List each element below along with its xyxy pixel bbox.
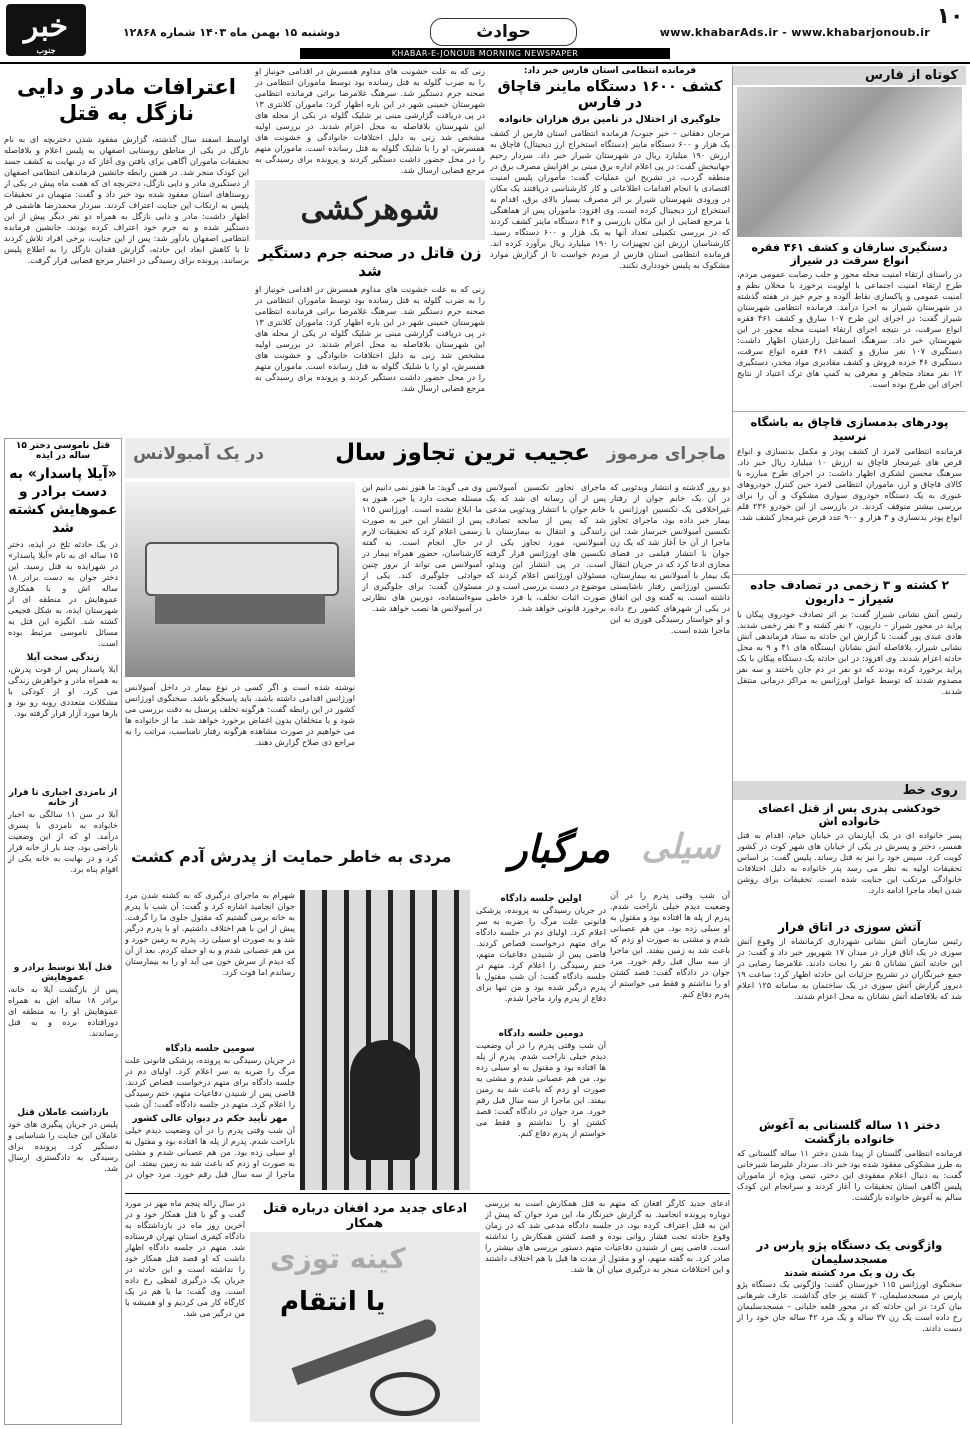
slap-headline: [125, 825, 730, 885]
slap-col2-body2: آن شب وقتی پدرم را در آن وضعیت دیدم خیلی ناراحت شدم. پدرم از پله ها افتاده بود و مقتول به او سیلی زده بود. من هم عصبانی شدم و مشتی به صورت او زدم که باعث شد به زمین بیفتد. این ماجرا از سه سال قبل رقم خورد. مرد جوان در دادگاه گفت: قصد کشتن او را نداشتم و فقط می خواستم از پدرم دفاع کنم.: [476, 1040, 606, 1138]
top-story-subtitle: جلوگیری از اختلال در تأمین برق هزاران خانواده: [498, 114, 722, 125]
slap-sub2: دومین جلسه دادگاه: [498, 1029, 584, 1039]
slap-col3: [125, 890, 295, 1190]
ambulance-title-pre: ماجرای مرموز: [606, 444, 726, 464]
nazgol-body: اواسط اسفند سال گذشته، گزارش مفقود شدن دختربچه ای به نام نازگل در یکی از مناطق روستایی اصفهان به پلیس اعلام و بلافاصله تحقیقات ماموران آگاهی برای یافتن وی آغاز که در نهایت به کشف جسد این کودک منجر شد. در همین رابطه جانشین فرماندهی انتظامی اصفهان از دستگیری مادر و دایی نازگل، دختربچه ای که هفت ماه پیش در یکی از روستاهای استان مفقود شده بود خبر داد و گفت: متهمان در تحقیقات پلیس به ارتکاب این جنایت اعتراف کردند. سردار محمدرضا هاشمی فر اظهار داشت: مادر و دایی نازگل به همراه دو نفر دیگر پیش از این دستگیر شده و به جرم خود اعتراف کرده بودند. جانشین فرمانده انتظامی اصفهان یادآور شد: پس از این جنایت، برخی افراد تلاش کردند تا با کاهش ابعاد این حادثه، گزارش فقدان نازگل را به اطلاع پلیس برسانند. پرونده برای رسیدگی در اختیار مرجع قضایی قرار گرفت.: [4, 134, 249, 265]
top-story-body: مرجان دهقانی – خبر جنوب/ فرمانده انتظامی استان فارس از کشف یک هزار و ۶۰۰ دستگاه ماینر (دستگاه استخراج ارز دیجیتال) قاچاق به ارزش ۱۹۰ میلیارد ریال در شهرستان شیراز خبر داد. سردار رحیم جهانبخش گفت: در پی اعلام اداره برق مبنی بر افزایش مصرف برق در منطقه گردب، در تشریح این عملیات گفت: مأموران پلیس امنیت اقتصادی با انجام اقدامات اطلاعاتی و کار کارشناسی دریافتند یک مکان در ورودی شهرستان شیراز بر اثر مصرف بسیار بالای برق، اقدام به استخراج ارز دیجیتال کرده است. وی افزود: ماموران پس از هماهنگی با مرجع قضایی از این مکان بازرسی و ۴۱۴ دستگاه ماینر کشف کردند که در بررسی تکمیلی تعداد آنها به یک هزار و ۶۰۰ دستگاه رسید. کارشناسان ارزش این تجهیزات را ۱۹۰ میلیارد ریال برآورد کرده اند. فرمانده انتظامی استان فارس از مردم خواست تا از گزارش موارد مشکوک به پلیس خودداری نکنند.: [490, 128, 730, 270]
story4-title: خودکشی پدری پس از قتل اعضای خانواده اش: [758, 802, 941, 828]
story7-title: واژگونی یک دستگاه پژو پارس در مسجدسلیمان: [756, 1238, 943, 1266]
prisoner-silhouette: [350, 1040, 420, 1160]
slap-col3-body2: در جریان رسیدگی به پرونده، پزشکی قانونی علت مرگ را ضربه به سر اعلام کرد. اولیای دم در جلسه دادگاه برای متهم درخواست قصاص کردند. قاضی پس از شنیدن دفاعیات متهم، ختم رسیدگی را اعلام کرد. متهم در جلسه دادگاه گفت: آن شب: [125, 1055, 295, 1109]
masthead-rule: [0, 62, 970, 64]
ayla-sub1-body: آیلا پاسدار پس از فوت پدرش، به همراه مادر و خواهرش زندگی می کرد. او از کودکی با مشکلات متعددی روبه رو بود و بارها مورد آزار قرار گرفته بود.: [8, 664, 118, 718]
ayla-kicker: قتل ناموسی دختر ۱۵ ساله در ایذه: [15, 441, 111, 461]
husband-killing-art: شوهرکشی: [255, 180, 485, 240]
section-title: حوادث: [430, 18, 577, 46]
handcuffs-icon: [370, 1372, 440, 1416]
sidebar: [732, 66, 966, 1424]
husband-story-title: زن قاتل در صحنه جرم دستگیر شد: [258, 244, 482, 280]
stretcher-shape: [145, 542, 339, 596]
ayla-sub3-body: پس از بازگشت آیلا به خانه، برادر ۱۸ ساله اش به همراه عموهایش او را به منطقه ای دورافتاده برده و به قتل رساندند.: [8, 984, 118, 1038]
slap-word1: سیلی: [641, 827, 720, 867]
story2-body: فرمانده انتظامی لامرد از کشف پودر و مکمل بدنسازی و انواع قرص های غیرمجاز قاچاق به ارزش ۱۰ میلیارد ریال خبر داد. سرهنگ محسن لشکری اظهار داشت: در اجرای طرح مبارزه با کالای قاچاق و ارز، ماموران انتظامی لامرد حین کنترل خودروهای عبوری به یک دستگاه خودروی سواری مشکوک و آن را برای بررسی بیشتر متوقف کردند. در بازرسی از این خودرو ۲۳۶ قلم انواع پودر بدنسازی و ۳ هزار و ۹۰۰ عدد قرص غیرمجاز کشف شد.: [737, 446, 962, 522]
slap-sub4: مهر تأیید حکم در دیوان عالی کشور: [132, 1114, 288, 1124]
story3-body: رئیس آتش نشانی شیراز گفت: بر اثر تصادف خودروی پیکان با پراید در محور شیراز – داریون، ۲ نفر کشته و ۳ نفر زخمی شدند. هادی عبدی پور گفت: با گزارش این حادثه به ستاد فرماندهی آتش نشانی شیراز، بلافاصله آتش نشانان ایستگاه های ۴۱ و ۹ به محل حادثه اعزام شدند. وی افزود: در این حادثه یک دستگاه پیکان با یک پراید برخورد کرده بودند که دو نفر در دم جان باختند و سه نفر مصدوم شدند که توسط عوامل اورژانس به مراکز درمانی منتقل شدند.: [737, 609, 962, 696]
ayla-body: در یک حادثه تلخ در ایذه، دختر ۱۵ ساله ای به نام «آیلا پاسدار» در شهرایذه به قتل رسید. این دختر جوان به دست برادر ۱۸ ساله اش و با همکاری عموهایش در منطقه ای از شهرستان ایذه، به شکل فجیعی کشته شد. انگیزه این قتل به مسائل ناموسی مرتبط بوده است.: [8, 539, 118, 648]
story3-title: ۲ کشته و ۳ زخمی در تصادف جاده شیراز – داریون: [733, 574, 966, 609]
slap-col1: آن شب وقتی پدرم را در آن وضعیت دیدم خیلی ناراحت شدم. پدرم از پله ها افتاده بود و مقتول به او سیلی زده بود. من هم عصبانی شدم و مشتی به صورت او زدم که باعث شد به زمین بیفتد. این ماجرا از سه سال قبل رقم خورد. مرد جوان در دادگاه گفت: قصد کشتن او را نداشتم و فقط می خواستم از پدرم دفاع کنم.: [610, 890, 730, 999]
ayla-story: [4, 438, 122, 1425]
ambulance-title-post: در یک آمبولانس: [133, 444, 265, 464]
story6-body: فرمانده انتظامی گلستان از پیدا شدن دختر ۱۱ ساله گلستانی که به طرز مشکوکی مفقود شده بود خبر داد. سردار علیرضا شیرخانی گفت: به دنبال اعلام مفقودی این دختر، تیمی ویژه از ماموران پلیس آگاهی استان تحقیقات را آغاز کردند و سرانجام این کودک سالم به آغوش خانواده بازگشت.: [736, 1148, 962, 1202]
ambulance-col1: دو روز گذشته و انتشار ویدئویی که در آن یک خانم جوان از رفتار غیراخلاقی یک تکنسین اورژانس با بیمار خبر داده بود، ماجرای تجاوز تکنسین آمبولانس خبرساز شد. این ماجرا از آن جا آغاز شد که یک زن جوان با انتشار فیلمی در فضای مجازی ادعا کرد که در جریان انتقال یک بیمار با آمبولانس به بیمارستان، تکنسین اورژانس رفتار ناشایستی داشته است. به گفته وی این اتفاق در یکی از شهرهای کشور رخ داده و او خواستار رسیدگی فوری به این ماجرا شده است.: [610, 482, 730, 635]
ayla-sub4-body: پلیس در جریان پیگیری های خود عاملان این جنایت را شناسایی و دستگیر کرد. پرونده برای رسیدگی به دادگستری ارسال شد.: [8, 1119, 118, 1173]
story1-title: دستگیری سارقان و کشف ۴۶۱ فقره انواع سرقت در شیراز: [751, 241, 948, 267]
ambulance-col4: نوشته شده است و اگر کسی در نوع بیمار در داخل آمبولانس اورژانس اقدامی داشته باشد، باید پاسخگو باشد. سخنگوی اورژانس کشور در این رابطه گفت: هرگونه تخلف پرسنل به دقت بررسی می شود و با متخلفان بدون اغماض برخورد خواهد شد. ما از خانواده ها می خواهیم در صورت مشاهده هرگونه رفتار نامناسب، مراتب را به مراجع ذی صلاح گزارش دهند.: [125, 682, 355, 747]
slap-sub3: سومین جلسه دادگاه: [165, 1044, 255, 1054]
slap-col2: [476, 890, 606, 1190]
ayla-sub2-body: آیلا در سن ۱۱ سالگی به اجبار خانواده به نامزدی با پسری درآمد. او که از این وضعیت ناراضی بود، چند بار از خانه فرار کرد و در نهایت به خانه یکی از اقوام پناه برد.: [8, 809, 118, 874]
ayla-sub2: از نامزدی اجباری تا فرار از خانه: [8, 788, 118, 808]
story6-title: دختر ۱۱ ساله گلستانی به آغوش خانواده بازگشت: [758, 1118, 941, 1146]
ambulance-col2: ماجرای تجاوز تکنسین آمبولانس پس از آن رسانه ای شد که یک خانم جوان با انتشار ویدئویی مدعی شد که پس از سانحه تصادف رانندگی و انتقال به بیمارستان با آمبولانس، مورد تجاوز یکی از تکنسین های اورژانس قرار گرفته است. در پی انتشار این ویدئو، مسئولان اورژانس اعلام کردند که موضوع در دست بررسی است و در صورت اثبات تخلف، با فرد خاطی برخورد قانونی خواهد شد.: [486, 482, 606, 613]
top-story: [490, 66, 730, 436]
issue-date: دوشنبه ۱۵ بهمن ماه ۱۴۰۳ شماره ۱۲۸۶۸: [122, 26, 340, 39]
afghan-col1: ادعای جدید کارگر افغان که متهم به قتل همکارش است به بررسی دوباره پرونده انجامید. به گزارش خبرنگار ما، این مرد جوان که پیش از این به قتل اعتراف کرده بود، در جلسه دادگاه مدعی شد که در زمان وقوع حادثه تحت فشار روانی بوده و قصد کشتن همکارش را نداشته است. قاضی پس از شنیدن دفاعیات متهم دستور بررسی های بیشتر را صادر کرد. به گفته متهم، او و مقتول از مدت ها قبل با هم اختلاف داشتند و این اختلافات منجر به درگیری میان آن ها شد.: [485, 1198, 730, 1274]
slap-title: مردی به خاطر حمایت از پدرش آدم کشت: [131, 847, 452, 866]
afghan-col2: در سال زاله پنجم ماه مهر در مورد گفت و گو با قتل همکار خود و در آخرین روز ماه در بازداشتگاه به دادگاه کیفری استان تهران فرستاده شد. متهم در جلسه دادگاه اظهار داشت که او قصد قتل همکار خود را نداشته است و این حادثه در جریان یک درگیری لفظی رخ داده است. وی گفت: ما با هم در یک کارگاه کار می کردیم و او همیشه با من درگیر می شد.: [125, 1198, 245, 1318]
story2-title: پودرهای بدمسازی قاچاق به باشگاه نرسید: [733, 411, 966, 446]
ambulance-title-main: عجیب ترین تجاوز سال: [335, 440, 590, 466]
ambulance-col3: وی می گوید: ما هنوز نمی دانیم این مسئله صحت دارد یا خیر، هنوز به ما ابلاغ نشده است. اورژانس ۱۱۵ پس از انتشار این خبر به صورت رسمی اعلام کرد که تحقیقات لازم در حال انجام است. به گفته کارشناسان، حضور همراه بیمار در آمبولانس می تواند از بروز چنین حوادثی جلوگیری کند. یکی از مسئولان گفت: برای جلوگیری از سوءاستفاده، دوربین های نظارتی در آمبولانس ها نصب خواهد شد.: [362, 482, 482, 613]
ayla-sub1: زندگی سخت آیلا: [26, 653, 100, 663]
prison-bars-image: [300, 890, 470, 1190]
nazgol-story: [4, 66, 249, 436]
page-number: ۱۰: [936, 4, 964, 29]
slap-sub1: اولین جلسه دادگاه: [500, 894, 582, 904]
top-story-kicker: فرمانده انتظامی استان فارس خبر داد:: [523, 66, 697, 76]
ayla-sub4: بازداشت عاملان قتل: [17, 1108, 109, 1118]
story7-subtitle: یک زن و یک مرد کشته شدند: [783, 1268, 916, 1279]
story5-title: آتش سوزی در اتاق فرار: [778, 920, 921, 934]
sidebar-header: کوتاه از فارس: [733, 66, 966, 85]
divider: [125, 1193, 730, 1194]
story7-body: سخنگوی اورژانس ۱۱۵ خوزستان گفت: واژگونی یک دستگاه پژو پارس در مسجدسلیمان، ۲ کشته بر جای گذاشت. عارف شرهانی بیان کرد: در این حادثه که در محور قلعه خلبانی – مسجدسلیمان رخ داده است یک زن ۳۷ ساله و یک مرد ۴۲ ساله جان خود را از دست دادند.: [737, 1279, 963, 1333]
nazgol-title: اعترافات مادر و دایی نازگل به قتل: [17, 75, 236, 125]
slap-col3-body: شهرام به ماجرای درگیری که به کشته شدن مرد جوان انجامید اشاره کرد و گفت: آن شب با پدرم به خانه برمی گشتیم که مقتول جلوی ما را گرفت. پیش از این با هم اختلاف داشتیم. او با پدرم درگیر شد و به صورت او سیلی زد. پدرم به زمین خورد و من هم عصبانی شدم و به او حمله کردم. بعد از آن که دیدم از سرش خون می آید او را به بیمارستان رساندم اما فوت کرد.: [125, 890, 295, 977]
slap-col3-body3: آن شب وقتی پدرم را در آن وضعیت دیدم خیلی ناراحت شدم. پدرم از پله ها افتاده بود و مقتول به او سیلی زده بود. من هم عصبانی شدم و مشتی به صورت او زدم که باعث شد به زمین بیفتد. این ماجرا از سه سال قبل رقم خورد. مرد جوان در: [125, 1125, 295, 1179]
afghan-art: [250, 1198, 480, 1423]
top-story-title: کشف ۱۶۰۰ دستگاه ماینر قاچاق در فارس: [497, 79, 723, 111]
husband-story-body-top: زنی که به علت خشونت های مداوم همسرش در اقدامی خونباز او را به ضرب گلوله به قتل رسانده بود توسط ماموران انتظامی در صحنه جرم دستگیر شد. سرهنگ غلامرضا براتی فرمانده انتظامی شهرستان خمینی شهر در این باره اظهار کرد: ماموران کلانتری ۱۳ در پی دریافت گزارشی مبنی بر شلیک گلوله در یکی از محله های این شهرستان بلافاصله به محل اعزام شدند. در بررسی اولیه مشخص شد زنی به دلیل اختلافات خانوادگی و خشونت های همسرش، او را با شلیک گلوله به قتل رسانده است. ماموران متهم را در محل حضور داشت دستگیر کردند و پرونده برای رسیدگی به مرجع قضایی ارسال شد.: [255, 66, 485, 175]
afghan-title: ادعای جدید مرد افغان درباره قتل همکار: [262, 1200, 468, 1230]
knife-image: [250, 1232, 480, 1422]
afghan-art2: یا انتقام: [280, 1287, 386, 1317]
masthead: [0, 0, 970, 62]
ayla-sub3: قتل آیلا توسط برادر و عموهایش: [13, 963, 113, 983]
afghan-art1: کینه توزی: [270, 1242, 406, 1275]
slap-word2: مرگبار: [509, 827, 610, 871]
slap-col2-body: در جریان رسیدگی به پرونده، پزشکی قانونی علت مرگ را ضربه به سر اعلام کرد. اولیای دم در جلسه دادگاه برای متهم درخواست قصاص کردند. قاضی پس از شنیدن دفاعیات متهم، ختم رسیدگی را اعلام کرد. متهم در جلسه دادگاه گفت: آن شب مقتول با پدرم درگیر شده بود و من تنها برای دفاع از پدرم وارد ماجرا شدم.: [476, 905, 606, 1003]
logo-sub: جنوب: [36, 45, 56, 55]
husband-story-body: زنی که به علت خشونت های مداوم همسرش در اقدامی خونباز او را به ضرب گلوله به قتل رسانده بود توسط ماموران انتظامی در صحنه جرم دستگیر شد. سرهنگ غلامرضا براتی فرمانده انتظامی شهرستان خمینی شهر در این باره اظهار کرد: ماموران کلانتری ۱۳ در پی دریافت گزارشی مبنی بر شلیک گلوله در یکی از محله های این شهرستان بلافاصله به محل اعزام شدند. در بررسی اولیه مشخص شد زنی به دلیل اختلافات خانوادگی و خشونت های همسرش، او را با شلیک گلوله به قتل رسانده است. ماموران متهم را در محل حضور داشت دستگیر کردند و پرونده برای رسیدگی به مرجع قضایی ارسال شد.: [255, 284, 485, 393]
story4-body: پسر خانواده ای در یک آپارتمان در خیابان خیام، اقدام به قتل همسر، دختر و پسرش در یکی از خیابان های شهر کوت در کشور کویت کرد. سپس خود را نیز به قتل رساند. پلیس گفت: بر اساس تحقیقات اولیه به نظر می رسد پدر خانواده به دلیل اختلافات خانوادگی مرتکب این جنایت شده است. تحقیقات برای روشن شدن ابعاد ماجرا ادامه دارد.: [737, 830, 962, 895]
logo-text: خبر: [23, 9, 69, 44]
stretcher-base: [155, 594, 325, 624]
ambulance-photo: [125, 482, 355, 677]
ayla-title: «آیلا پاسدار» به دست برادر و عموهایش کشته شد: [8, 466, 118, 536]
newspaper-logo: [6, 4, 86, 56]
sidebar-header-2: روی خط: [733, 781, 966, 800]
story5-body: رئیس سازمان آتش نشانی شهرداری کرمانشاه از وقوع آتش سوزی در یک اتاق فرار در میدان ۱۷ شهریور خبر داد و گفت: در این حادثه آتش نشانان ۵ نفر را نجات دادند. غلامرضا رضایی در جمع خبرنگاران در تشریح جزئیات این حادثه اظهار کرد: ساعت ۱۹ دیروز گزارش آتش سوزی در یک ساختمان به سامانه ۱۲۵ اعلام شد که بلافاصله آتش نشانان به محل اعزام شدند.: [737, 936, 962, 1001]
newspaper-banner: KHABAR-E-JONOUB MORNING NEWSPAPER: [300, 48, 670, 59]
website-urls[interactable]: www.khabarAds.ir - www.khabarjonoub.ir: [659, 26, 930, 39]
story1-body: در راستای ارتقاء امنیت محله محور و جلب رضایت عمومی مردم، طرح ارتقاء امنیت اجتماعی با اولویت برخورد با مخلان نظم و امنیت عمومی و پاکسازی نقاط آلوده و جرم خیز در هفته گذشته در شهرستان شیراز به اجرا درآمد. فرمانده انتظامی شهرستان شیراز گفت: در اجرای این طرح ۱۰۷ سارق و کشف ۴۶۱ فقره انواع سرقت، در نتیجه اجرای ارتقاء امنیت محله محور در این شهرستان خبر داد. سرهنگ اسماعیل زارعتیان اظهار داشت: دستگیری ۱۰۷ نفر سارق و کشف ۴۶۱ فقره انواع سرقت، دستگیری ۴۶ خرده فروش و کشف مقادیری مواد مخدر، دستگیری ۱۲ نفر معتاد متجاهر و معرفی به کمپ های ترک اعتیاد از نتایج اجرای این طرح بوده است.: [737, 269, 963, 389]
arrest-photo: [737, 87, 962, 237]
husband-killing-story: [255, 66, 485, 436]
ambulance-headline: [125, 438, 730, 478]
